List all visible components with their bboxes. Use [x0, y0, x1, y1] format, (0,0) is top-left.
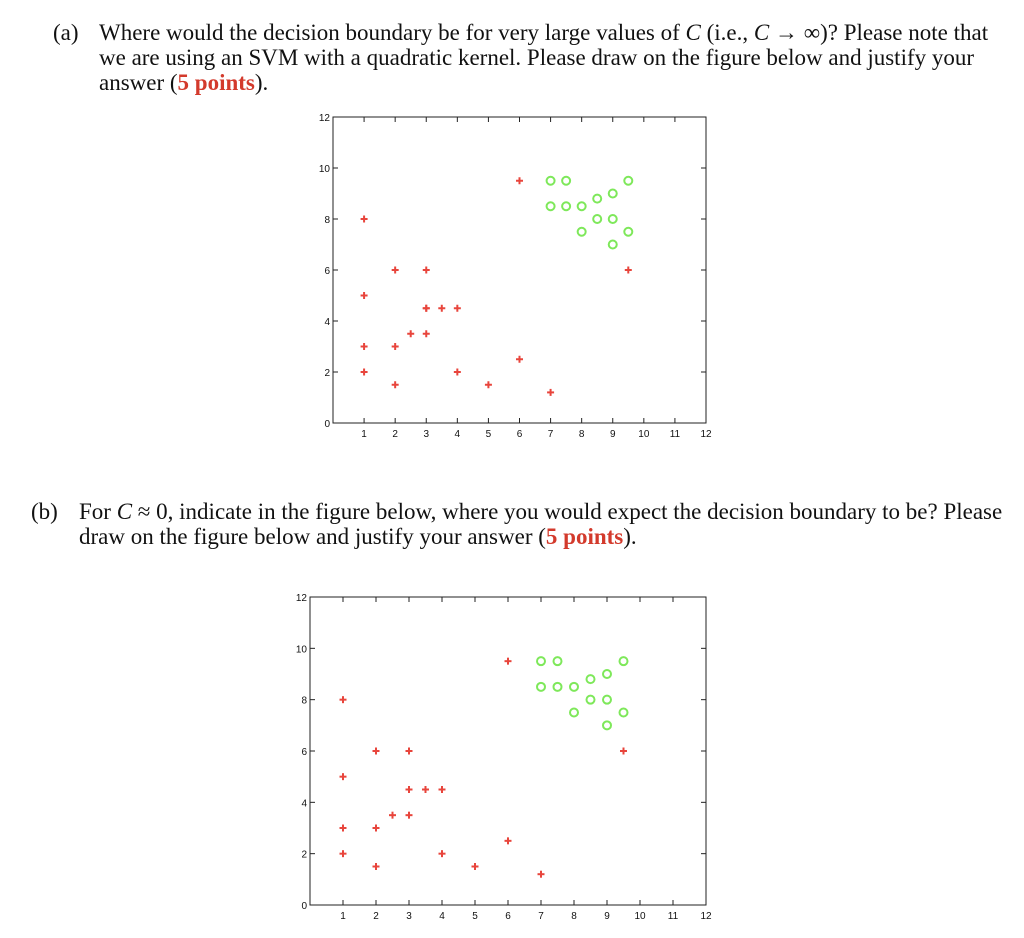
plot-b-xtick-label: 12 — [700, 911, 712, 922]
plot-b-ytick-label: 4 — [301, 798, 307, 810]
plot-b-plus-point — [505, 837, 512, 844]
plot-b-xtick-label: 11 — [667, 911, 679, 922]
plot-b-circle-point — [603, 696, 611, 704]
plot-a-xtick-label: 1 — [361, 429, 367, 440]
question-a-text-2: (i.e., — [700, 20, 754, 45]
plot-b-xtick-label: 1 — [340, 911, 346, 922]
plot-b-plus-point — [373, 748, 380, 755]
plot-b-circle-point — [620, 709, 628, 717]
plot-b-xtick-label: 6 — [505, 911, 511, 922]
plot-a-ytick-label: 12 — [318, 113, 330, 124]
plot-b-frame — [310, 597, 706, 905]
plot-b-xtick-label: 4 — [439, 911, 445, 922]
plot-b-ytick-label: 8 — [301, 695, 307, 707]
plot-b-plus-point — [340, 825, 347, 832]
plot-a-xtick-label: 12 — [700, 429, 712, 440]
plot-b-plus-point — [373, 825, 380, 832]
plot-b-xtick-label: 3 — [406, 911, 412, 922]
question-b-text-2: ≈ 0, indicate in the figure below, where you would expect the decision boundary to be? Please draw on the figure below and justify your answer ( — [79, 499, 1003, 549]
plot-a-xtick-label: 5 — [485, 429, 492, 440]
plot-b-circle-point — [603, 670, 611, 678]
plot-b-circle-point — [537, 683, 545, 691]
plot-b-circle-point — [603, 721, 611, 729]
plot-a-xtick-label: 9 — [609, 429, 616, 440]
plot-b-plus-point — [373, 863, 380, 870]
question-a-label: (a) — [53, 20, 79, 45]
plot-a-xtick-label: 6 — [516, 429, 523, 440]
plot-b-circle-point — [537, 657, 545, 665]
plot-b-circle-point — [554, 657, 562, 665]
plot-b-xtick-label: 8 — [571, 911, 577, 922]
question-a-text-3: → ∞)? Please note that we are using an SVM with a quadratic kernel. Please draw on the figure below and justify your answer ( — [99, 20, 989, 95]
plot-b-xtick-label: 2 — [373, 911, 379, 922]
question-a-var-c2: C — [753, 20, 770, 45]
plot-b-plus-point — [505, 658, 512, 665]
plot-b-plus-point — [406, 748, 413, 755]
plot-b-plus-point — [340, 850, 347, 857]
question-b-text-1: For — [79, 499, 117, 524]
plot-b-xtick-label: 5 — [472, 911, 478, 922]
question-a-points: 5 points — [177, 70, 255, 95]
plot-a-xtick-label: 7 — [547, 429, 554, 440]
plot-a-xtick-label: 3 — [423, 429, 430, 440]
plot-b-plus-point — [340, 773, 347, 780]
plot-b-plus-point — [422, 786, 429, 793]
plot-a-ytick-label: 10 — [318, 164, 330, 175]
plot-b-xtick-label: 10 — [634, 911, 646, 922]
plot-b-circle-point — [554, 683, 562, 691]
question-b-text-3: ). — [623, 524, 637, 549]
plot-a-ytick-label: 4 — [324, 317, 330, 328]
plot-b-xtick-label: 9 — [604, 911, 610, 922]
plot-b-plus-point — [472, 863, 479, 870]
question-b-points: 5 points — [545, 524, 624, 549]
plot-b-ytick-label: 2 — [301, 849, 307, 861]
plot-b-ytick-label: 0 — [301, 901, 307, 912]
plot-a-ytick-label: 6 — [324, 266, 330, 277]
plot-b-circle-point — [570, 683, 578, 691]
question-a-text-4: ). — [254, 70, 269, 95]
plot-b-plus-point — [340, 696, 347, 703]
plot-b-ytick-label: 10 — [295, 644, 307, 656]
plot-b-plus-point — [620, 748, 627, 755]
plot-a-xtick-label: 11 — [669, 429, 681, 440]
plot-a-ytick-label: 2 — [324, 368, 330, 379]
plot-b-circle-point — [620, 657, 628, 665]
question-a-text-1: Where would the decision boundary be for very large values of — [99, 20, 686, 45]
plot-b-plus-point — [389, 812, 396, 819]
plot-b-ytick-label: 12 — [295, 593, 307, 604]
plot-b-circle-point — [587, 696, 595, 704]
plot-a-xtick-label: 10 — [638, 429, 650, 440]
plot-b-plus-point — [406, 812, 413, 819]
plot-b-xtick-label: 7 — [538, 911, 544, 922]
plot-b-circle-point — [570, 709, 578, 717]
question-b-var-c: C — [116, 499, 133, 524]
plot-b-plus-point — [538, 871, 545, 878]
plot-a-xtick-label: 4 — [454, 429, 461, 440]
plot-b-plus-point — [439, 850, 446, 857]
plot-b-circle-point — [587, 675, 595, 683]
plot-a-ytick-label: 8 — [324, 215, 330, 226]
plot-b-ytick-label: 6 — [301, 747, 307, 758]
plot-a-xtick-label: 8 — [578, 429, 585, 440]
plot-a-xtick-label: 2 — [392, 429, 398, 440]
plot-b-plus-point — [439, 786, 446, 793]
question-b-label: (b) — [31, 499, 58, 524]
question-a-var-c: C — [685, 20, 701, 45]
plot-a-ytick-label: 0 — [324, 419, 330, 430]
plot-b-plus-point — [406, 786, 413, 793]
